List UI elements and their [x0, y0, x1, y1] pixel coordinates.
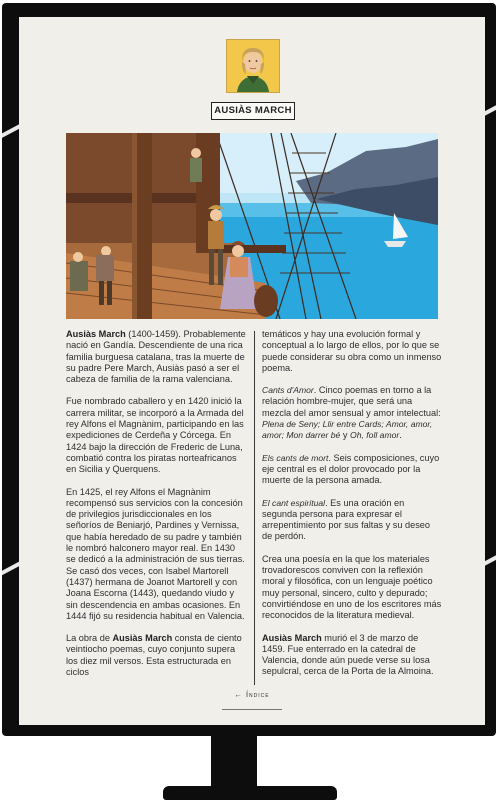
- paragraph-biography: [66, 329, 246, 385]
- paragraph-privileges: En 1425, el rey Alfons el Magnànim recompensó sus servicios con la concesión de privilegios jurisdiccionales en los señoríos de Beniarjó, Pardines y Vernissa, que había heredado de su padre y también le nombró halconero mayor real. En 1430 se dedicó a la administración de sus tierras. Se casó dos veces, con Isabel Martorell (1437) hermana de Joanot Martorell y con Joana Escorna (1443), quedando viudo y sin descendencia en ambas ocasiones. En 1444 fijó su residencia habitual en Valencia.: [66, 486, 245, 621]
- index-link[interactable]: ← Índice: [234, 690, 270, 699]
- section-title: El cant espiritual: [262, 497, 326, 508]
- paragraph-text: murió el 3 de marzo de 1459. Fue enterrado en la catedral de Valencia, donde aún puede verse su losa sepulcral, cerca de la Porta de la Almoina.: [262, 632, 434, 677]
- monitor-stand: [211, 736, 257, 788]
- text-column-left: [66, 329, 246, 689]
- paragraph-style: Crea una poesía en la que los materiales trovadorescos conviven con la reflexión moral y filosófica, con un lenguaje poético muy personal, sincero, culto y depurado; convirtiéndose en uno de los escritores más reconocidos de la literatura medieval.: [262, 553, 442, 621]
- section-title: Cants d'Amor: [262, 385, 314, 396]
- column-divider: [254, 331, 255, 685]
- text-column-right: [262, 329, 442, 689]
- paragraph-text: (1400-1459). Probablemente nació en Gandía. Descendiente de una rica familia burguesa catalana, tras la muerte de su padre Pere March, Ausiàs pasó a ser el cabeza de familia de la rama valenciana.: [66, 329, 246, 385]
- poem-list: Plena de Seny; Llir entre Cards; Amor, amor, amor; Mon darrer bé: [262, 419, 433, 441]
- author-name: Ausiàs March: [262, 632, 322, 643]
- paragraph-work-continued: temáticos y hay una evolución formal y conceptual a lo largo de ellos, por lo que se puede considerar su obra como un inmenso poema.: [262, 329, 442, 373]
- paragraph-text: . Seis composiciones, cuyo eje central es el dolor provocado por la muerte de la persona amada.: [262, 452, 440, 486]
- paragraph-military: Fue nombrado caballero y en 1420 inició la carrera militar, se incorporó a la Armada del rey Alfons el Magnànim, participando en las expediciones de Cerdeña y Córcega. En 1424 bajo la dirección de Frederic de Luna, combatió contra los piratas norteafricanos en Sicilia y Querquens.: [66, 396, 244, 475]
- paragraph-cant-espiritual: [262, 498, 442, 543]
- paragraph-text: La obra de: [66, 633, 113, 644]
- section-title: Els cants de mort: [262, 452, 329, 463]
- paragraph-text: . Cinco poemas en torno a la relación hombre-mujer, que será una mezcla del amor sensual y amor intelectual:: [262, 385, 441, 418]
- index-underline: [222, 709, 282, 710]
- author-portrait: [226, 39, 280, 93]
- paragraph-death: [262, 633, 442, 678]
- paragraph-cants-mort: [262, 453, 442, 487]
- paragraph-cants-amor: [262, 385, 442, 441]
- monitor-base: [163, 786, 337, 800]
- ship-illustration: [66, 133, 438, 319]
- paragraph-work: [66, 633, 246, 678]
- author-name: Ausiàs March: [112, 633, 173, 644]
- author-name: Ausiàs March: [66, 329, 126, 339]
- paragraph-text: y: [340, 430, 351, 441]
- poem-title: Oh, foll amor: [350, 430, 400, 441]
- paragraph-text: consta de ciento veintiocho poemas, cuyo conjunto supera los diez mil versos. Esta estructurada en ciclos: [66, 633, 242, 678]
- monitor-frame: [2, 3, 496, 736]
- paragraph-text: . Es una oración en segunda persona para expresar el arrepentimiento por sus faltas y su deseo de perdón.: [262, 497, 431, 542]
- paragraph-text: .: [399, 430, 402, 441]
- page-title: AUSIÀS MARCH: [211, 102, 295, 120]
- screen: [19, 17, 485, 725]
